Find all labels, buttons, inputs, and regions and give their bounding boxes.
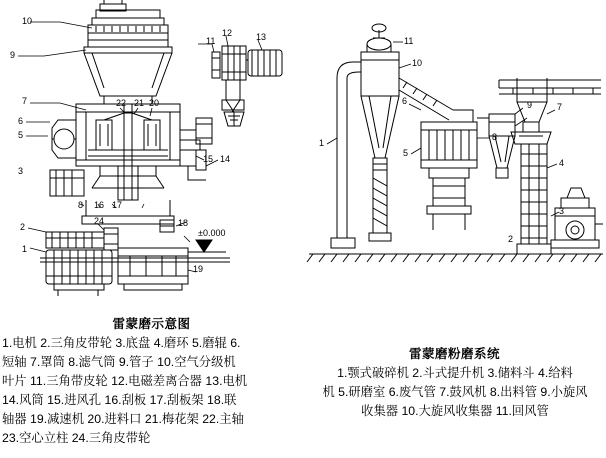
grinding-chamber-right [421, 122, 477, 230]
callout-8-left: 8 [78, 200, 84, 210]
belt-conveyor [499, 80, 601, 94]
air-duct-left [50, 120, 84, 196]
callout-1-right: 1 [319, 138, 325, 148]
raymond-mill-schematic [0, 0, 303, 310]
callout-9-left: 9 [10, 50, 16, 60]
callout-10-left: 10 [22, 16, 33, 26]
callout-6-right: 6 [402, 96, 408, 106]
clutch-motor-assembly [180, 46, 282, 144]
raymond-mill-system-diagram [303, 18, 606, 318]
left-legend-line-1: 1.电机 2.三角皮带轮 3.底盘 4.磨环 5.磨辊 6. [2, 336, 241, 350]
callout-8-right: 8 [492, 132, 498, 142]
callout-6-left: 6 [18, 116, 24, 126]
right-legend-line-3: 收集器 10.大旋风收集器 11.回风管 [361, 404, 549, 418]
callout-10-right: 10 [412, 58, 423, 68]
callout-5-right: 5 [403, 148, 409, 158]
callout-7-right: 7 [557, 102, 563, 112]
left-figure-legend [2, 334, 302, 448]
ground-line [307, 254, 603, 262]
callout-9-right: 9 [527, 100, 533, 110]
large-cyclone-collector [361, 24, 399, 241]
callout-24-left: 24 [94, 216, 105, 226]
callout-17-left: 17 [112, 200, 123, 210]
left-legend-line-6: 23.空心立柱 24.三角皮带轮 [2, 431, 151, 445]
callout-13-left: 13 [256, 32, 267, 42]
left-figure-caption: 雷蒙磨示意图 [112, 317, 191, 331]
right-figure-caption: 雷蒙磨粉磨系统 [408, 347, 500, 361]
elevation-label: ±0.000 [198, 228, 226, 238]
callout-12-left: 12 [222, 28, 233, 38]
callout-14-left: 14 [220, 154, 231, 164]
right-legend-line-2: 机 5.研磨室 6.废气管 7.鼓风机 8.出料管 9.小旋风 [322, 385, 588, 399]
callout-4-right: 4 [559, 158, 565, 168]
callout-21-left: 21 [134, 98, 145, 108]
callout-11-right: 11 [404, 36, 414, 46]
right-legend-line-1: 1.颚式破碎机 2.斗式提升机 3.储料斗 4.给料 [337, 366, 573, 380]
left-legend-line-4: 14.风筒 15.进风孔 16.刮板 17.刮板架 18.联 [2, 393, 237, 407]
callout-18-left: 18 [178, 218, 189, 228]
left-legend-line-2: 短轴 7.罩筒 8.滤气筒 9.管子 10.空气分级机 [2, 355, 236, 369]
callout-20-left: 20 [149, 98, 160, 108]
grinding-chamber [76, 104, 180, 200]
right-figure-legend [305, 364, 605, 421]
right-figure-panel [303, 0, 606, 458]
callout-7-left: 7 [22, 96, 28, 106]
callout-3-left: 3 [18, 166, 24, 176]
left-legend-line-5: 轴器 19.减速机 20.进料口 21.梅花架 22.主轴 [2, 412, 244, 426]
callout-2-right: 2 [508, 234, 514, 244]
callout-19-left: 19 [193, 264, 204, 274]
callout-15-left: 15 [203, 154, 214, 164]
diagonal-duct [399, 78, 473, 122]
callout-22-left: 22 [116, 98, 127, 108]
callout-5-left: 5 [18, 130, 24, 140]
callout-2-left: 2 [20, 222, 26, 232]
return-air-duct [331, 62, 361, 248]
bucket-elevator [517, 144, 551, 254]
callout-1-left: 1 [22, 244, 28, 254]
callout-3-right: 3 [559, 206, 565, 216]
jaw-crusher [551, 188, 603, 248]
callout-11-left: 11 [206, 36, 216, 46]
small-cyclone-collector [477, 114, 515, 178]
callout-16-left: 16 [94, 200, 105, 210]
left-legend-line-3: 叶片 11.三角带皮轮 12.电磁差离合器 13.电机 [2, 374, 248, 388]
mill-upper-assembly [84, 0, 172, 104]
